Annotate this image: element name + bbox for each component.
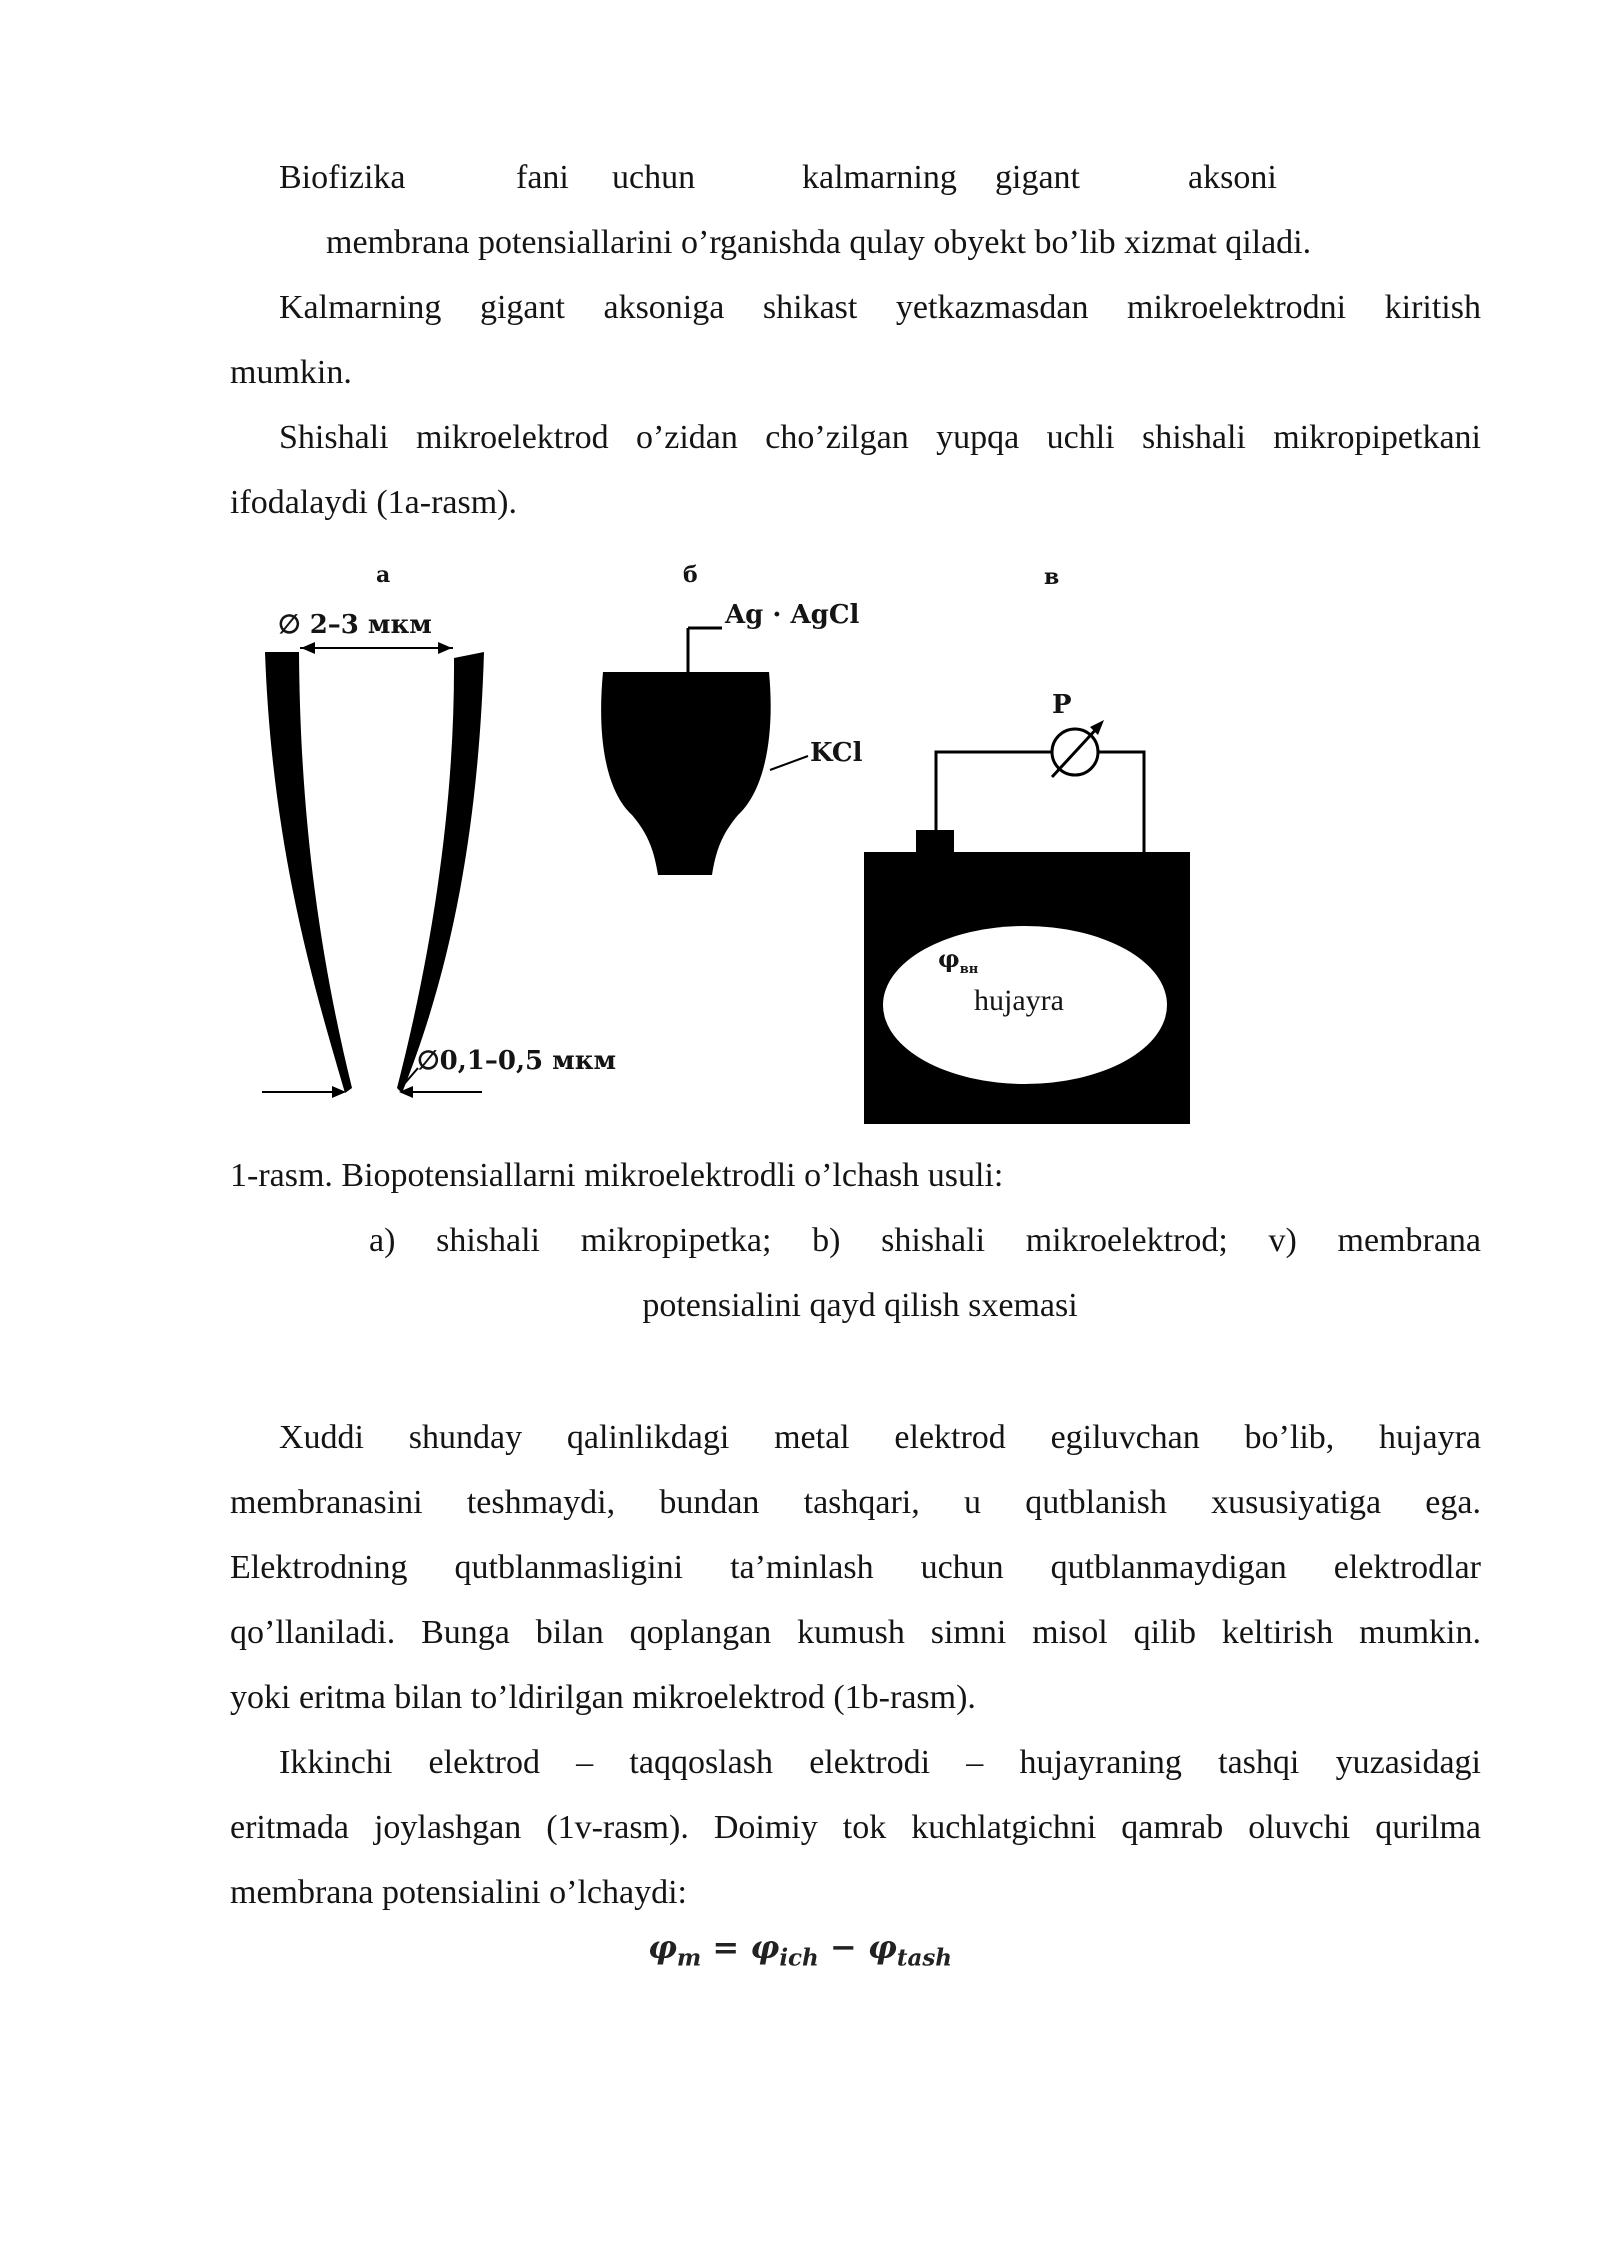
meter-label: P xyxy=(1052,690,1072,720)
text-line: yoki eritma bilan to’ldirilgan mikroelektrod (1b-rasm). xyxy=(230,1679,976,1716)
measurement-scheme-drawing xyxy=(864,720,1190,1124)
text-line: qo’llaniladi. Bunga bilan qoplangan kumush simni misol qilib keltirish mumkin. xyxy=(230,1614,1481,1651)
formula-membrane-potential: $\varphi_m = \varphi_{ich} - \varphi_{tash}$ xyxy=(647,1928,953,1972)
text-line: membrana potensialini o’lchaydi: xyxy=(230,1874,687,1911)
word: uchun xyxy=(612,159,696,196)
text-line: Ikkinchi elektrod – taqqoslash elektrodi – hujayraning tashqi yuzasidagi xyxy=(279,1744,1481,1781)
cell-label: hujayra xyxy=(974,984,1064,1017)
word: gigant xyxy=(995,159,1080,196)
figure-label-v: в xyxy=(1044,564,1060,590)
electrode-body xyxy=(601,672,771,875)
inner-electrode-tip xyxy=(932,852,942,936)
ag-agcl-label: Ag · AgCl xyxy=(725,600,860,630)
text-line: Xuddi shunday qalinlikdagi metal elektrod egiluvchan bo’lib, hujayra xyxy=(279,1419,1481,1456)
text-line: ifodalaydi (1a-rasm). xyxy=(230,484,517,521)
reference-electrode xyxy=(916,830,954,852)
figure-caption-line: a) shishali mikropipetka; b) shishali mikroelektrod; v) membrana xyxy=(369,1222,1481,1259)
dimension-label-bottom: ∅0,1–0,5 мкм xyxy=(417,1046,617,1076)
word: Biofizika xyxy=(279,159,406,196)
word: fani xyxy=(516,159,569,196)
pipette-left-wall xyxy=(265,652,352,1093)
text-line: eritmada joylashgan (1v-rasm). Doimiy tok kuchlatgichni qamrab oluvchi qurilma xyxy=(230,1809,1481,1846)
arrowhead xyxy=(301,642,315,654)
word: aksoni xyxy=(1188,159,1277,196)
figure-label-b: б xyxy=(683,562,698,588)
text-line: Elektrodning qutblanmasligini ta’minlash uchun qutblanmaydigan elektrodlar xyxy=(230,1549,1481,1586)
text-line: Shishali mikroelektrod o’zidan cho’zilgan yupqa uchli shishali mikropipetkani xyxy=(279,419,1481,456)
text-line: membrana potensiallarini o’rganishda qulay obyekt bo’lib xizmat qiladi. xyxy=(326,224,1312,261)
micropipette-drawing xyxy=(262,642,484,1098)
kcl-leader xyxy=(770,756,808,770)
word: kalmarning xyxy=(802,159,957,196)
text-line: Kalmarning gigant aksoniga shikast yetkazmasdan mikroelektrodni kiritish xyxy=(279,289,1481,326)
phi-inner-label: $\varphi_{вн}$ xyxy=(938,944,979,977)
text-line: membranasini teshmaydi, bundan tashqari, u qutblanish xususiyatiga ega. xyxy=(230,1484,1481,1521)
dimension-label-top: ∅ 2–3 мкм xyxy=(278,610,432,640)
kcl-label: KCl xyxy=(810,738,863,768)
arrowhead xyxy=(438,642,452,654)
figure-label-a: а xyxy=(376,562,391,588)
circuit-wire xyxy=(936,752,1144,852)
microelectrode-drawing xyxy=(601,628,808,875)
pipette-right-wall xyxy=(397,652,484,1093)
figure-caption-title: 1-rasm. Biopotensiallarni mikroelektrodli o’lchash usuli: xyxy=(230,1157,1004,1194)
text-line: mumkin. xyxy=(230,354,352,391)
figure-caption-line: potensialini qayd qilish sxemasi xyxy=(642,1287,1078,1324)
